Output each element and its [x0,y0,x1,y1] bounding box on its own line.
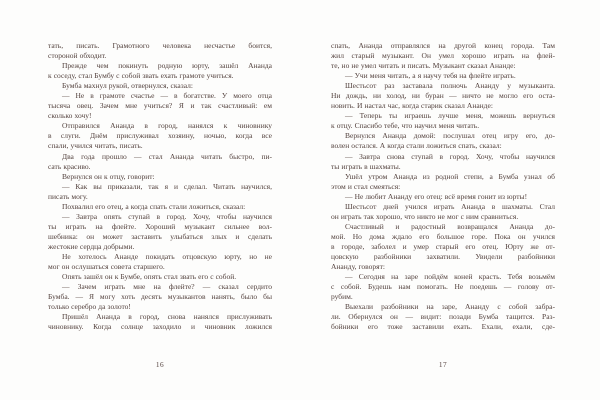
text-line: Бумба. — Я могу хоть десять музыкантов нанять, было бы [48,292,272,302]
text-line: волен остался. А когда стали ложиться спать, сказал: [331,141,502,151]
left-page-number: 16 [155,360,165,369]
text-line: рубим. [331,292,353,302]
text-line: ты играть в шахматы. [331,161,401,171]
text-line: сать красиво. [48,161,91,171]
text-line: — Сегодня на заре пойдём коней красть. Тебя возьмём [345,272,555,282]
right-page-number: 17 [438,360,448,369]
text-line: те, но не умел читать и писать. Музыкант сказал Ананде: [331,61,516,71]
text-line: к соседу, стал Бумбу с собой звать ехать грамоте учиться. [48,71,234,81]
text-line: ты играть на флейте. Хороший музыкант сильнее вол- [48,221,272,231]
text-line: — Учи меня читать, а я научу тебя на флейте играть. [345,71,516,81]
text-line: жил старый музыкант. Он умел хорошо играть на флей- [331,51,555,61]
text-line: Ушёл утром Ананда из родной степи, а Бумба узнал об [345,171,555,181]
text-line: тысяча овец. Зачем мне учиться? Я и так счастливый: ем [48,101,272,111]
left-page [48,41,272,386]
text-line: жестокие сердца добрыми. [48,241,135,251]
text-line: Бумба махнул рукой, отвернулся, сказал: [62,81,193,91]
text-line: сколько хочу! [48,111,92,121]
right-page-text [331,41,555,332]
text-line: — Теперь ты играешь лучше меня, можешь вернуться [345,111,555,121]
text-line: — Зачем играть мне на флейте? — сказал сердито [62,282,272,292]
text-line: стороной обходит. [48,51,107,61]
text-line: спать, Ананда отправлялся на другой конец города. Там [331,41,555,50]
text-line: бойники его тоже заставили ехать. Ехали, ехали, сде- [331,322,555,332]
text-line: к отцу. Спасибо тебе, что научил меня читать. [331,121,480,131]
text-line: Вернулся Ананда домой: послушал отец игру его, до- [345,131,555,141]
text-line: шебника: он может заставить улыбаться злых и сделать [48,231,272,241]
text-line: — Не любит Ананду его отец: всё время гонит из юрты! [345,191,528,201]
text-line: он играть так хорошо, что никто не мог с ним сравниться. [331,211,519,221]
text-line: мог он ослушаться совета старшего. [48,262,165,272]
text-line: Пришёл Ананда в город, снова нанялся прислуживать [62,312,272,322]
text-line: ли. Обернулся он — видит: позади Бумба тащится. Раз- [331,312,555,322]
text-line: Не хотелось Ананде покидать отцовскую юрту, но не [62,251,272,261]
text-line: новить. И настал час, когда старик сказал Ананде: [331,101,493,111]
text-line: Шестьсот раз заставала полночь Ананду у музыканта. [345,81,555,91]
text-line: мой. Но дома ждало его большое горе. Пока он учился [331,231,555,241]
text-line: Выехали разбойники на заре, Ананду с собой забра- [345,302,555,312]
text-line: в слуги. Днём прислуживал хозяину, ночью, когда все [48,131,272,141]
text-line: спали, учился читать, писать. [48,141,143,151]
right-page [331,41,555,386]
text-line: с собой. Будешь нам помогать. Не поедешь — голову от- [331,282,555,292]
text-line: Вернулся он к отцу, говорит: [62,171,155,181]
text-line: в городе, заболел и умер старый его отец. Юрту же от- [331,241,555,251]
text-line: Отправился Ананда в город, нанялся к чиновнику [62,121,272,131]
text-line: Похвалил его отец, а когда спать стали ложиться, сказал: [62,201,246,211]
text-line: Опять зашёл он к Бумбе, опять стал звать его с собой. [62,272,237,282]
text-line: Прежде чем покинуть родную юрту, зашёл Ананда [62,61,272,71]
text-line: Ананду, говорят: [331,262,385,272]
text-line: только серебро да золото! [48,302,131,312]
text-line: Счастливый и радостный возвращался Ананда до- [345,221,555,231]
text-line: этом и стал смеяться: [331,181,401,191]
text-line: — Завтра опять ступай в город. Хочу, чтобы научился [62,211,272,221]
text-line: тать, писать. Грамотного человека несчастье боится, [48,41,272,50]
text-line: Два года прошло — стал Ананда читать быстро, пи- [62,151,272,161]
text-line: цовскую разбойники захватили. Увидели разбойники [331,251,555,261]
text-line: Шестьсот дней учился играть Ананда в шахматы. Стал [345,201,555,211]
left-page-text [48,41,272,332]
text-line: чиновнику. Когда солнце заходило и чиновник ложился [48,322,272,332]
text-line: — Не в грамоте счастье — в богатстве. У моего отца [62,91,272,101]
text-line: — Как вы приказали, так я и сделал. Читать научился, [62,181,272,191]
text-line: писать могу. [48,191,88,201]
text-line: Ни дождь, ни холод, ни буран — ничто не могло его оста- [331,91,555,101]
text-line: — Завтра снова ступай в город. Хочу, чтобы научился [345,151,555,161]
